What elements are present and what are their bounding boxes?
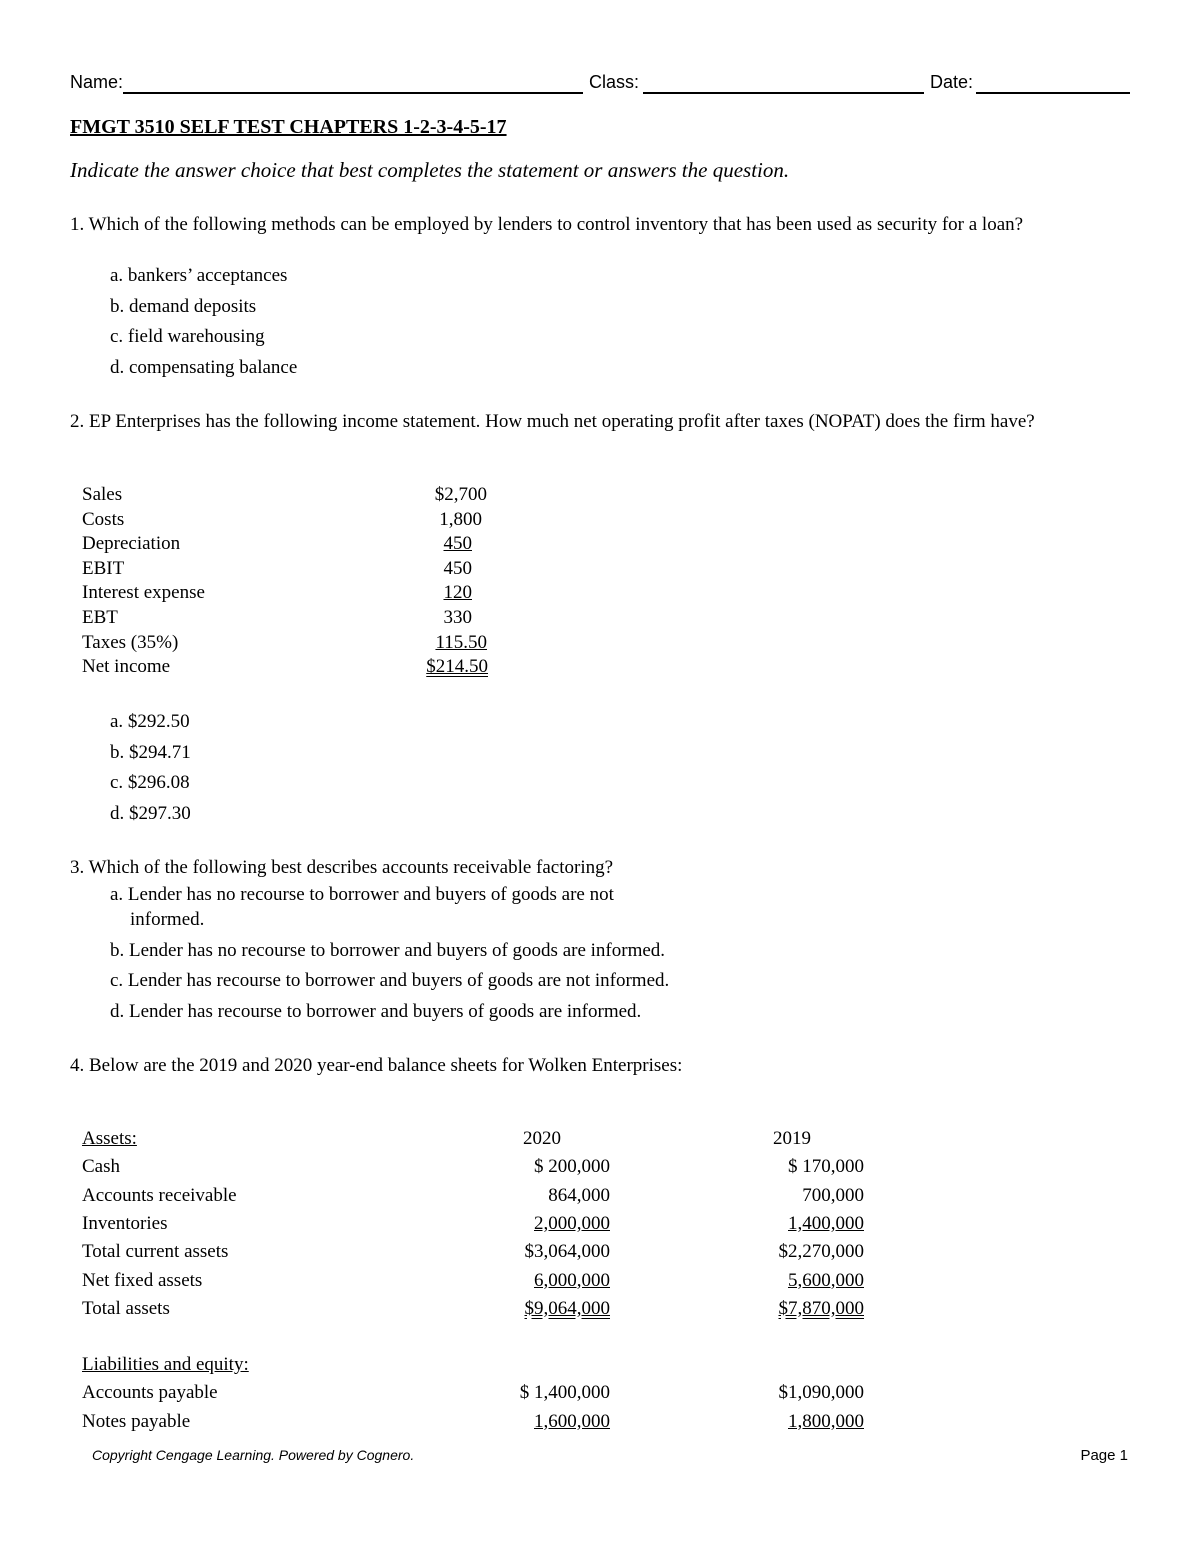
question-1-text: 1. Which of the following methods can be employed by lenders to control inventory that has been used as security for a loan? <box>70 214 1024 235</box>
q1-option-a[interactable]: a. bankers’ acceptances <box>110 265 288 286</box>
statement-row <box>82 508 502 532</box>
statement-row <box>82 631 502 655</box>
q1-option-d[interactable]: d. compensating balance <box>110 357 298 378</box>
value-2020: 864,000 <box>548 1184 610 1206</box>
q3-option-d[interactable]: d. Lender has recourse to borrower and buyers of goods are informed. <box>110 1001 642 1022</box>
q2-option-c[interactable]: c. $296.08 <box>110 772 190 793</box>
q2-option-a[interactable]: a. $292.50 <box>110 711 190 732</box>
value-2020: $3,064,000 <box>524 1241 610 1263</box>
q1-option-b[interactable]: b. demand deposits <box>110 296 257 317</box>
q2-option-d[interactable]: d. $297.30 <box>110 803 191 824</box>
statement-label: EBT <box>82 607 118 628</box>
value-2020: $ 1,400,000 <box>519 1382 610 1404</box>
q3-option-c[interactable]: c. Lender has recourse to borrower and buyers of goods are not informed. <box>110 970 670 991</box>
question-2-text: 2. EP Enterprises has the following income statement. How much net operating profit after taxes (NOPAT) does the firm have? <box>70 411 1035 432</box>
statement-row <box>82 655 502 679</box>
q3-option-a-cont[interactable]: informed. <box>130 909 205 930</box>
question-4-text: 4. Below are the 2019 and 2020 year-end balance sheets for Wolken Enterprises: <box>70 1055 683 1076</box>
q3-option-a[interactable]: a. Lender has no recourse to borrower and buyers of goods are not <box>110 884 614 905</box>
statement-value: $214.50 <box>426 656 488 678</box>
statement-value: 450 <box>443 533 472 555</box>
income-statement <box>82 483 502 683</box>
statement-label: EBIT <box>82 557 125 579</box>
balance-sheet <box>82 1127 882 1437</box>
row-label: Cash <box>82 1156 120 1178</box>
page-title: FMGT 3510 SELF TEST CHAPTERS 1-2-3-4-5-17 <box>70 116 507 138</box>
value-2019: 5,600,000 <box>788 1269 864 1291</box>
table-row <box>82 1212 882 1236</box>
page-number: Page 1 <box>1080 1447 1128 1464</box>
liabilities-heading: Liabilities and equity: <box>82 1354 249 1375</box>
value-2020: 6,000,000 <box>534 1269 610 1291</box>
statement-label: Taxes (35%) <box>82 631 179 653</box>
statement-value: 330 <box>443 607 472 628</box>
row-label: Net fixed assets <box>82 1269 203 1291</box>
statement-row <box>82 532 502 556</box>
column-2019: 2019 <box>773 1128 811 1149</box>
table-row <box>82 1381 882 1405</box>
statement-row <box>82 581 502 605</box>
row-label: Inventories <box>82 1212 168 1234</box>
value-2019: $7,870,000 <box>778 1297 864 1319</box>
statement-label: Sales <box>82 484 123 505</box>
statement-label: Depreciation <box>82 533 181 555</box>
q3-option-b[interactable]: b. Lender has no recourse to borrower and buyers of goods are informed. <box>110 940 666 961</box>
statement-label: Costs <box>82 508 125 530</box>
table-row <box>82 1269 882 1293</box>
table-row <box>82 1155 882 1179</box>
instructions: Indicate the answer choice that best completes the statement or answers the question. <box>70 158 790 182</box>
assets-heading: Assets: <box>82 1128 137 1149</box>
value-2019: 1,400,000 <box>788 1212 864 1234</box>
value-2020: 2,000,000 <box>534 1212 610 1234</box>
statement-row <box>82 606 502 630</box>
name-field[interactable] <box>123 92 583 94</box>
class-label: Class: <box>589 72 640 92</box>
table-row <box>82 1184 882 1208</box>
value-2020: $9,064,000 <box>524 1297 610 1319</box>
statement-value: 115.50 <box>435 631 487 653</box>
date-field[interactable] <box>976 92 1130 94</box>
row-label: Total assets <box>82 1297 170 1319</box>
statement-value: 120 <box>443 582 472 604</box>
statement-row <box>82 557 502 581</box>
value-2019: $2,270,000 <box>778 1241 864 1263</box>
row-label: Accounts receivable <box>82 1184 237 1206</box>
statement-row <box>82 483 502 507</box>
row-label: Notes payable <box>82 1410 191 1432</box>
class-field[interactable] <box>643 92 924 94</box>
q1-option-c[interactable]: c. field warehousing <box>110 326 265 347</box>
question-3-text: 3. Which of the following best describes accounts receivable factoring? <box>70 857 614 878</box>
value-2019: $ 170,000 <box>788 1156 864 1178</box>
liabilities-header-row <box>82 1353 882 1377</box>
value-2020: 1,600,000 <box>534 1410 610 1432</box>
value-2019: $1,090,000 <box>778 1382 864 1404</box>
value-2020: $ 200,000 <box>534 1156 610 1178</box>
balance-header-row <box>82 1127 882 1151</box>
column-2020: 2020 <box>523 1128 561 1149</box>
date-label: Date: <box>930 72 974 92</box>
table-row <box>82 1240 882 1264</box>
statement-value: 450 <box>443 557 472 579</box>
row-label: Total current assets <box>82 1241 229 1263</box>
value-2019: 700,000 <box>802 1184 864 1206</box>
table-row <box>82 1297 882 1321</box>
row-label: Accounts payable <box>82 1382 218 1404</box>
statement-label: Interest expense <box>82 582 205 604</box>
statement-label: Net income <box>82 656 171 678</box>
header-fields <box>70 72 1130 96</box>
name-label: Name: <box>70 72 124 92</box>
statement-value: $2,700 <box>434 484 487 505</box>
table-row <box>82 1410 882 1434</box>
statement-value: 1,800 <box>439 508 482 530</box>
copyright-footer: Copyright Cengage Learning. Powered by Cognero. <box>92 1447 415 1463</box>
q2-option-b[interactable]: b. $294.71 <box>110 742 191 763</box>
value-2019: 1,800,000 <box>788 1410 864 1432</box>
